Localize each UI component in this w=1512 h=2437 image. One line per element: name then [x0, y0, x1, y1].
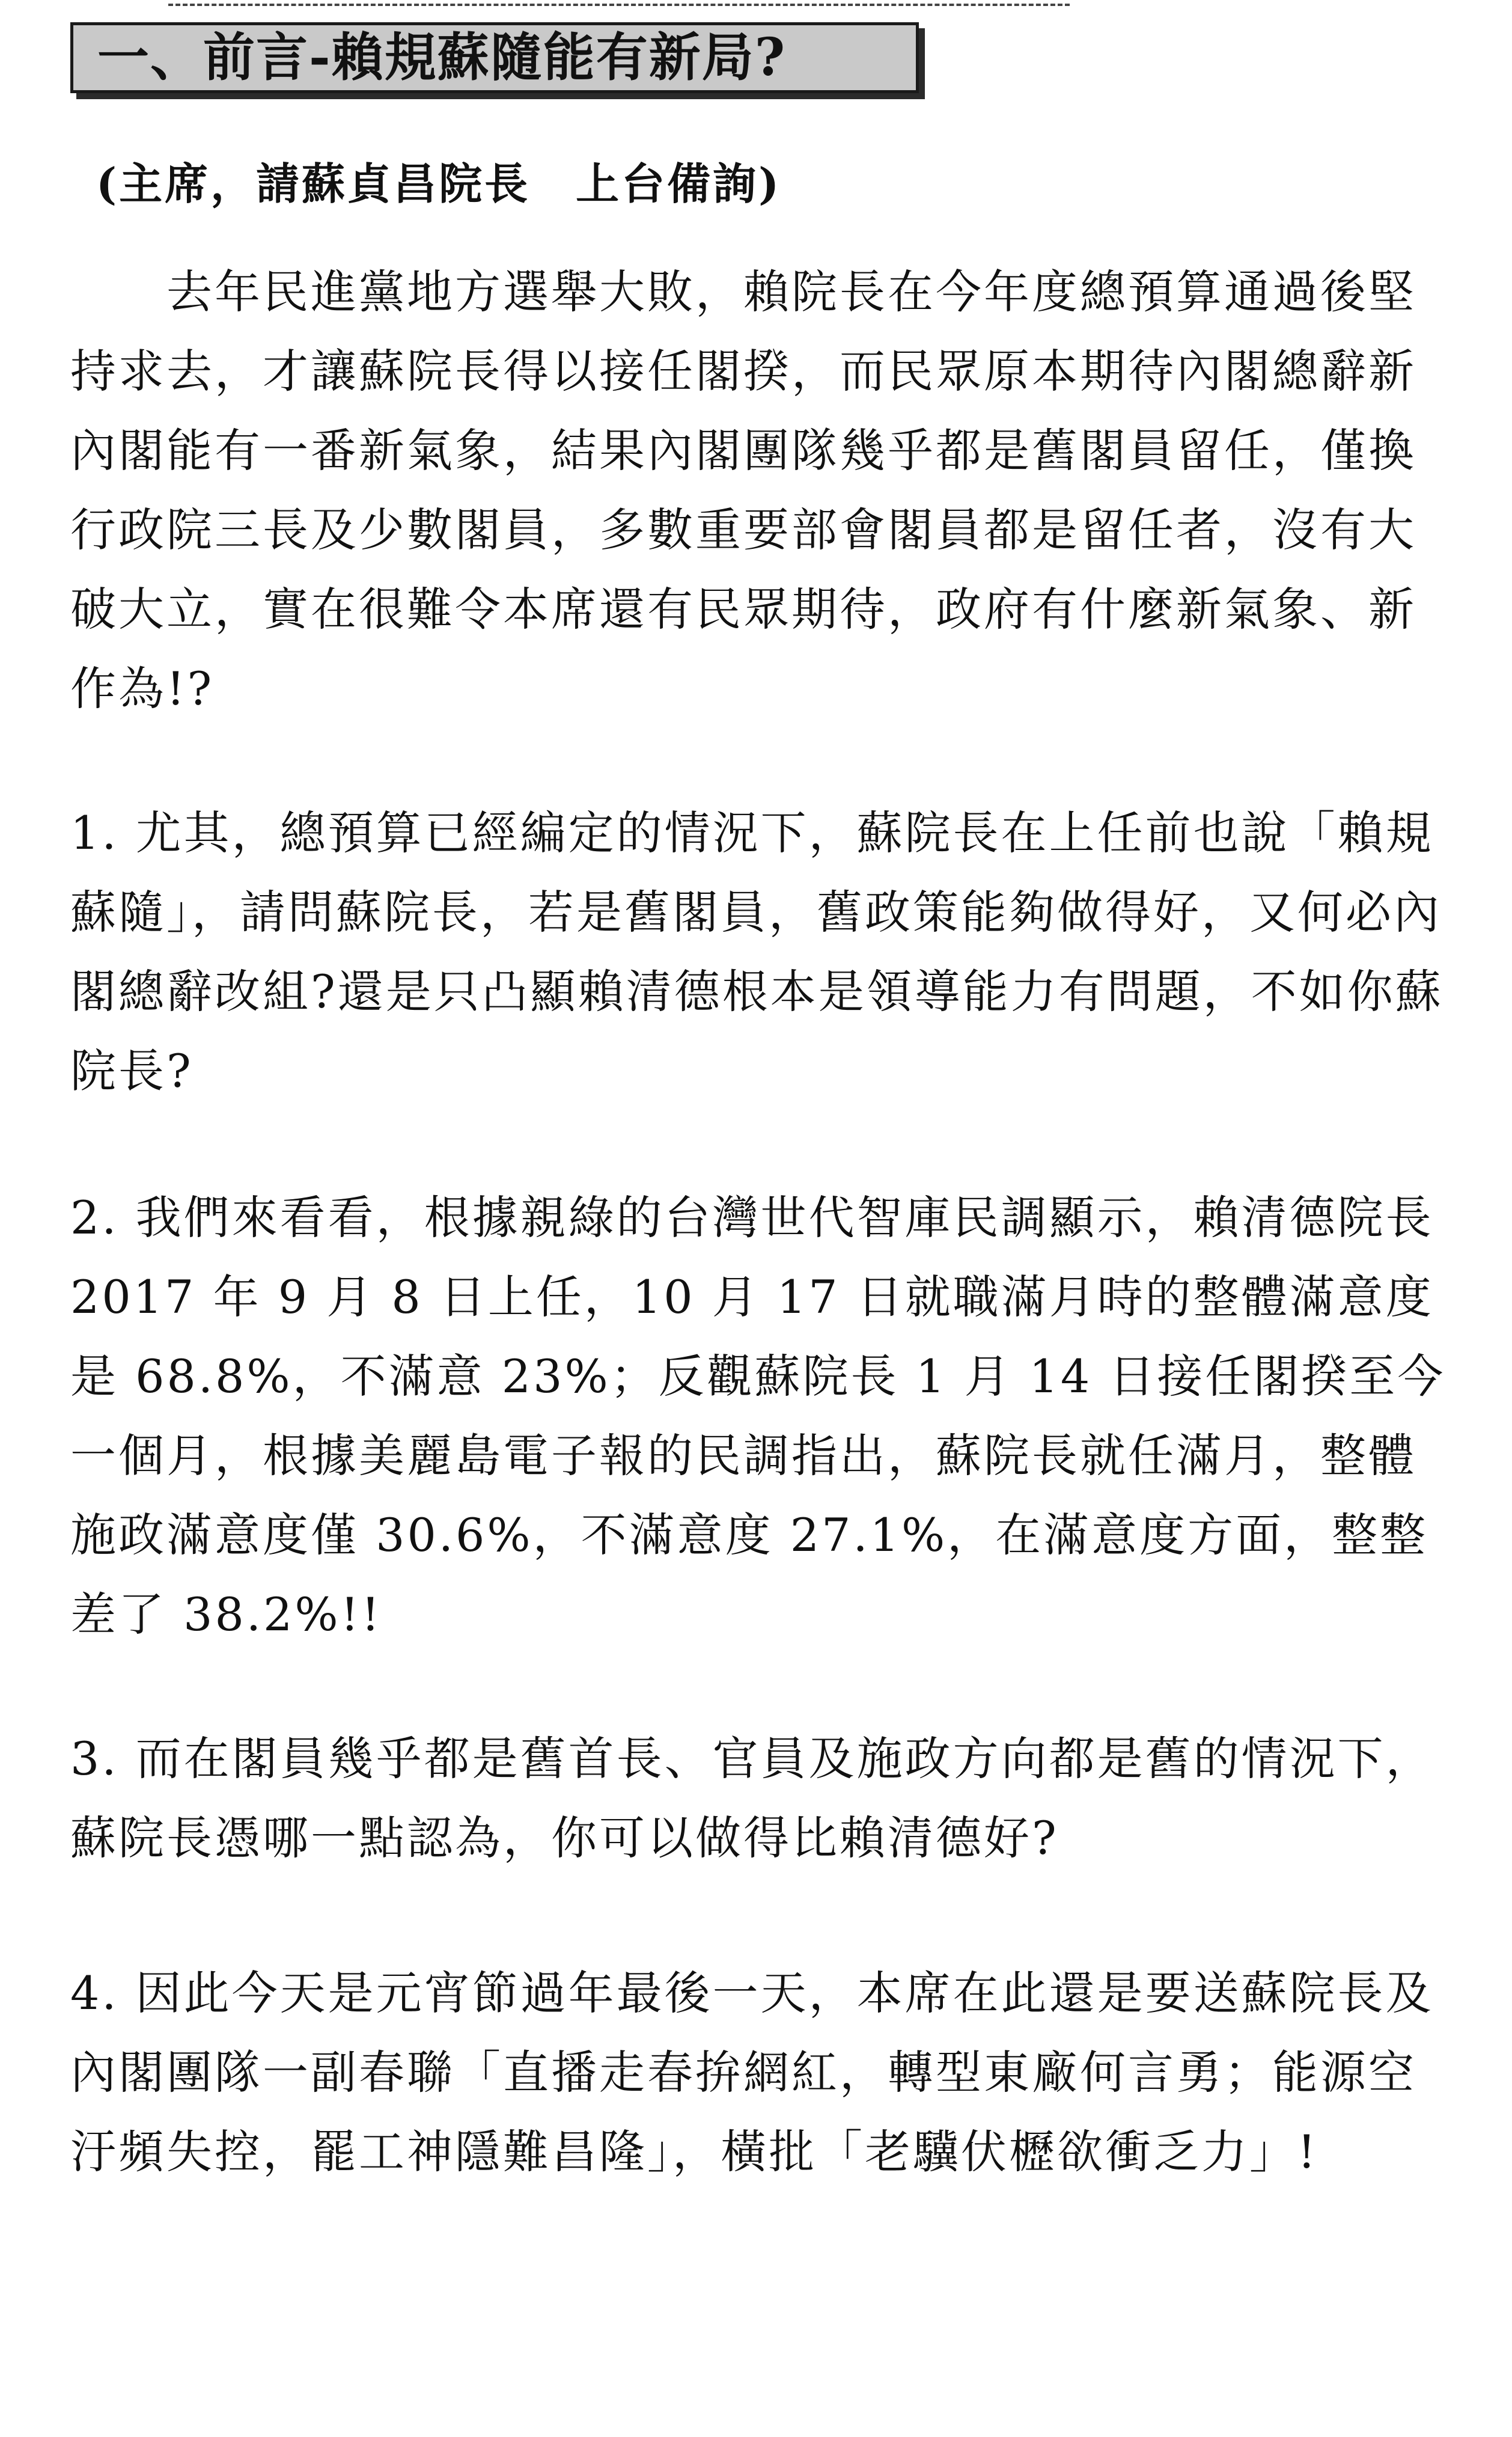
- paragraph-item-3: 3. 而在閣員幾乎都是舊首長、官員及施政方向都是舊的情況下，蘇院長憑哪一點認為，你可以做得比賴清德好?: [70, 1732, 1434, 1865]
- top-rule-divider: [168, 4, 1070, 6]
- paragraph-item-1: 1. 尤其，總預算已經編定的情況下，蘇院長在上任前也說「賴規蘇隨」，請問蘇院長，若是舊閣員，舊政策能夠做得好，又何必內閣總辭改組?還是只凸顯賴清德根本是領導能力有問題，不如你蘇院長?: [70, 806, 1443, 1098]
- stage-note: (主席，請蘇貞昌院長 上台備詢): [96, 158, 782, 209]
- paragraph-item-4: 4. 因此今天是元宵節過年最後一天，本席在此還是要送蘇院長及內閣團隊一副春聯「直播走春拚網紅，轉型東廠何言勇；能源空汙頻失控，罷工神隱難昌隆」，橫批「老驥伏櫪欲衝乏力」!: [70, 1966, 1434, 2179]
- intro-paragraph: 去年民進黨地方選舉大敗，賴院長在今年度總預算通過後堅持求去，才讓蘇院長得以接任閣揆，而民眾原本期待內閣總辭新內閣能有一番新氣象，結果內閣團隊幾乎都是舊閣員留任，僅換行政院三長及少數閣員，多數重要部會閣員都是留任者，沒有大破大立，實在很難令本席還有民眾期待，政府有什麼新氣象、新作為!?: [70, 265, 1416, 715]
- section-title: 一、前言-賴規蘇隨能有新局?: [70, 22, 919, 93]
- paragraph-item-2: 2. 我們來看看，根據親綠的台灣世代智庫民調顯示，賴清德院長 2017 年 9 月 8 日上任，10 月 17 日就職滿月時的整體滿意度是 68.8%，不滿意 23%；反觀蘇院長 1 月 14 日接任閣揆至今一個月，根據美麗島電子報的民調指出，蘇院長就任滿月，整體施政滿意度僅 30.6%，不滿意度 27.1%，在滿意度方面，整整差了 38.2%!!: [70, 1191, 1451, 1641]
